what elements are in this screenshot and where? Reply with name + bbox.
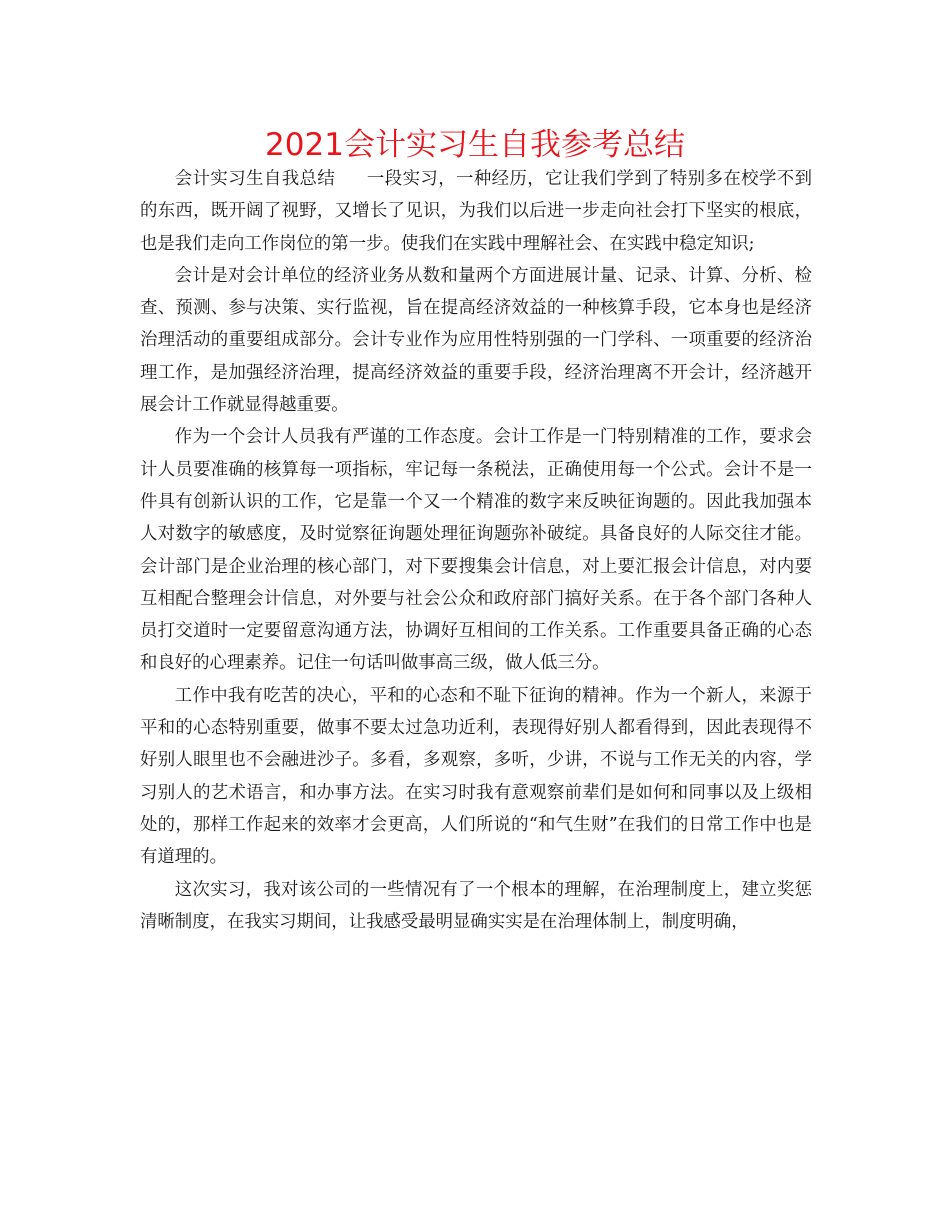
intro-label: 会计实习生自我总结 (174, 169, 336, 189)
document-title: 2021会计实习生自我参考总结 (265, 127, 685, 163)
intro-text: 一段实习，一种经历，它让我们学到了特别多在校学不到的东西，既开阔了视野，又增长了见识，为我们以后进一步走向社会打下坚实的根底，也是我们走向工作岗位的第一步。使我们在实践中理解社会、在实践中稳定知识; (140, 169, 812, 254)
paragraph-work-spirit: 工作中我有吃苦的决心，平和的心态和不耻下征询的精神。作为一个新人，来源于平和的心态特别重要，做事不要太过急功近利，表现得好别人都看得到，因此表现得不好别人眼里也不会融进沙子。多看，多观察，多听，少讲，不说与工作无关的内容，学习别人的艺术语言，和办事方法。在实习时我有意观察前辈们是如何和同事以及上级相处的，那样工作起来的效率才会更高，人们所说的“和气生财”在我们的日常工作中也是有道理的。 (140, 685, 812, 868)
paragraph-accounting-definition: 会计是对会计单位的经济业务从数和量两个方面进展计量、记录、计算、分析、检查、预测、参与决策、实行监视，旨在提高经济效益的一种核算手段，它本身也是经济治理活动的重要组成部分。会计专业作为应用性特别强的一门学科、一项重要的经济治理工作，是加强经济治理，提高经济效益的重要手段，经济治理离不开会计，经济越开展会计工作就显得越重要。 (140, 265, 812, 416)
intro-paragraph (140, 163, 812, 260)
paragraph-work-attitude: 作为一个会计人员我有严谨的工作态度。会计工作是一门特别精准的工作，要求会计人员要准确的核算每一项指标，牢记每一条税法，正确使用每一个公式。会计不是一件具有创新认识的工作，它是靠一个又一个精准的数字来反映征询题的。因此我加强本人对数字的敏感度，及时觉察征询题处理征询题弥补破绽。具备良好的人际交往才能。会计部门是企业治理的核心部门，对下要搜集会计信息，对上要汇报会计信息，对内要互相配合整理会计信息，对外要与社会公众和政府部门搞好关系。在于各个部门各种人员打交道时一定要留意沟通方法，协调好互相间的工作关系。工作重要具备正确的心态和良好的心理素养。记住一句话叫做事高三级，做人低三分。 (140, 427, 812, 674)
paragraph-company-understanding: 这次实习，我对该公司的一些情况有了一个根本的理解，在治理制度上，建立奖惩清晰制度，在我实习期间，让我感受最明显确实实是在治理体制上，制度明确， (140, 879, 812, 932)
document-body (140, 163, 812, 938)
